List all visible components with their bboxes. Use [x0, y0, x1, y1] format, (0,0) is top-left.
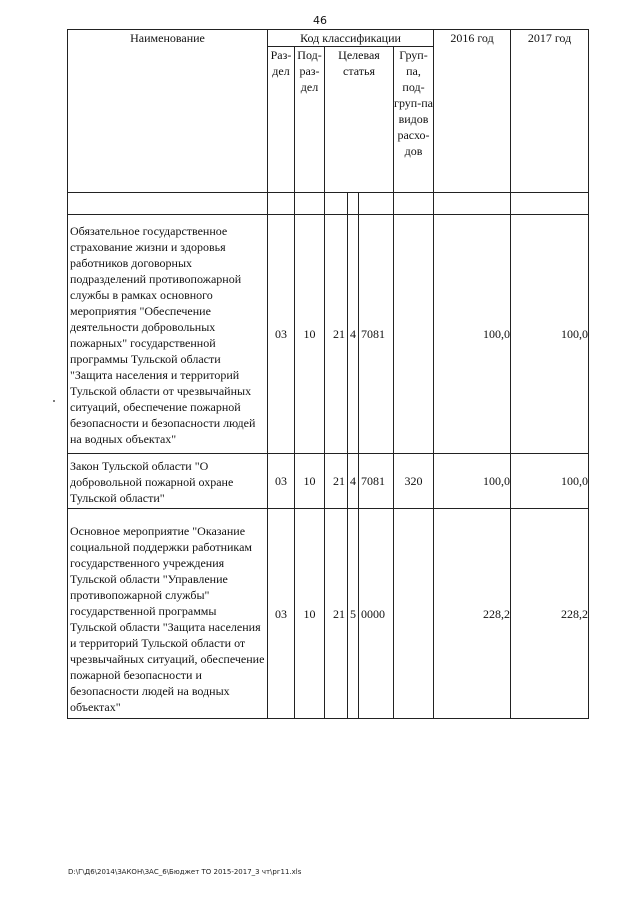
- budget-table: [67, 29, 589, 719]
- row-cs-direction: 0000: [359, 509, 394, 719]
- row-amount-2017: 228,2: [511, 509, 589, 719]
- header-razdel: Раз-дел: [268, 47, 295, 193]
- row-cs-direction: 7081: [359, 215, 394, 454]
- header-year-2016: 2016 год: [434, 30, 511, 193]
- header-podrazdel: Под-раз-дел: [295, 47, 325, 193]
- row-cs-subprogram: 5: [348, 509, 359, 719]
- row-razdel: 03: [268, 215, 295, 454]
- row-amount-2017: 100,0: [511, 454, 589, 509]
- file-path-footer: D:\Г\Д6\2014\ЗАКОН\ЗАС_6\Бюджет ТО 2015-2017_3 чт\рг11.xls: [68, 868, 302, 876]
- row-name: Закон Тульской области "О добровольной пожарной охране Тульской области": [68, 454, 268, 509]
- row-name: Основное мероприятие "Оказание социальной поддержки работникам государственного учреждения Тульской области "Управление противопожарной службы" государственной программы Тульской области "Защита населения и территорий Тульской области от чрезвычайных ситуаций, обеспечение пожарной безопасности и безопасности людей на водных объектах": [68, 509, 268, 719]
- header-name: Наименование: [68, 30, 268, 193]
- row-cs-subprogram: 4: [348, 454, 359, 509]
- row-podrazdel: 10: [295, 509, 325, 719]
- row-podrazdel: 10: [295, 454, 325, 509]
- spacer-row: [68, 193, 589, 215]
- row-cs-program: 21: [325, 509, 348, 719]
- row-name: Обязательное государственное страхование жизни и здоровья работников договорных подразделений противопожарной службы в рамках основного мероприятия "Обеспечение деятельности добровольных пожарных" государственной программы Тульской области "Защита населения и территорий Тульской области от чрезвычайных ситуаций, обеспечение пожарной безопасности и безопасности людей на водных объектах": [68, 215, 268, 454]
- header-classification: Код классификации: [268, 30, 434, 47]
- table-row: [68, 454, 589, 509]
- table-row: [68, 509, 589, 719]
- row-amount-2016: 100,0: [434, 215, 511, 454]
- row-cs-direction: 7081: [359, 454, 394, 509]
- header-celevaya-statya: Целевая статья: [325, 47, 394, 193]
- row-razdel: 03: [268, 454, 295, 509]
- row-amount-2016: 228,2: [434, 509, 511, 719]
- header-gruppa-vidov-rashodov: Груп-па, под-груп-па видов расхо-дов: [394, 47, 434, 193]
- row-vid-rashodov: 320: [394, 454, 434, 509]
- row-vid-rashodov: [394, 215, 434, 454]
- row-cs-program: 21: [325, 454, 348, 509]
- row-podrazdel: 10: [295, 215, 325, 454]
- row-cs-program: 21: [325, 215, 348, 454]
- row-cs-subprogram: 4: [348, 215, 359, 454]
- table-row: [68, 215, 589, 454]
- header-year-2017: 2017 год: [511, 30, 589, 193]
- row-vid-rashodov: [394, 509, 434, 719]
- row-razdel: 03: [268, 509, 295, 719]
- row-amount-2017: 100,0: [511, 215, 589, 454]
- row-amount-2016: 100,0: [434, 454, 511, 509]
- page-number: 46: [313, 14, 327, 27]
- scan-speck: [53, 400, 55, 402]
